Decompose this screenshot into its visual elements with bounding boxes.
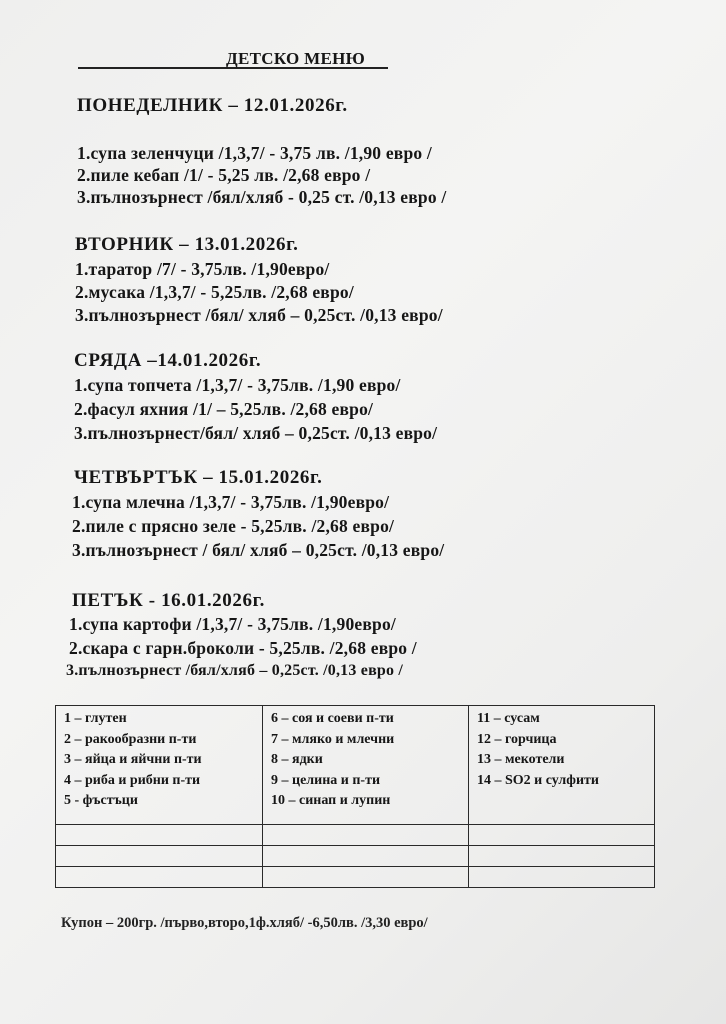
menu-item: 2.пиле с прясно зеле - 5,25лв. /2,68 евро/	[72, 516, 395, 536]
menu-item: 2.фасул яхния /1/ – 5,25лв. /2,68 евро/	[74, 399, 374, 419]
day-heading-wednesday: СРЯДА –14.01.2026г.	[74, 350, 262, 371]
allergen-item: 1 – глутен	[64, 711, 127, 726]
page-title: ДЕТСКО МЕНЮ	[226, 49, 366, 68]
table-cell	[263, 846, 469, 867]
menu-item: 2.скара с гарн.броколи - 5,25лв. /2,68 евро /	[69, 638, 417, 658]
menu-item: 3.пълнозърнест /бял/хляб - 0,25 ст. /0,13 евро /	[77, 187, 447, 207]
table-cell	[469, 825, 655, 846]
table-cell	[263, 867, 469, 888]
day-heading-friday: ПЕТЪК - 16.01.2026г.	[72, 590, 266, 611]
table-row	[56, 825, 655, 846]
table-cell	[56, 846, 263, 867]
allergens-column-1	[56, 706, 263, 825]
day-heading-thursday: ЧЕТВЪРТЪК – 15.01.2026г.	[74, 467, 323, 488]
table-cell	[469, 846, 655, 867]
allergen-item: 8 – ядки	[271, 752, 323, 768]
menu-item: 1.таратор /7/ - 3,75лв. /1,90евро/	[75, 259, 330, 279]
menu-item: 1.супа млечна /1,3,7/ - 3,75лв. /1,90евро/	[72, 492, 390, 512]
allergen-item: 7 – мляко и млечни	[271, 731, 395, 747]
table-row	[56, 846, 655, 867]
allergen-item: 3 – яйца и яйчни п-ти	[64, 752, 202, 768]
menu-item: 3.пълнозърнест / бял/ хляб – 0,25ст. /0,13 евро/	[72, 540, 445, 560]
table-cell	[56, 825, 263, 846]
allergen-item: 2 – ракообразни п-ти	[64, 731, 197, 747]
day-heading-tuesday: ВТОРНИК – 13.01.2026г.	[75, 234, 299, 255]
allergen-item: 6 – соя и соеви п-ти	[271, 711, 394, 726]
allergen-item: 10 – синап и лупин	[271, 793, 391, 809]
allergen-item: 12 – горчица	[477, 731, 557, 747]
menu-item: 2.пиле кебап /1/ - 5,25 лв. /2,68 евро /	[77, 165, 371, 185]
table-row	[56, 867, 655, 888]
menu-item: 1.супа зеленчуци /1,3,7/ - 3,75 лв. /1,90 евро /	[77, 143, 432, 163]
allergen-item: 5 - фъстъци	[64, 793, 138, 809]
coupon-note: Купон – 200гр. /първо,второ,1ф.хляб/ -6,50лв. /3,30 евро/	[61, 915, 428, 931]
menu-item: 3.пълнозърнест/бял/ хляб – 0,25ст. /0,13 евро/	[74, 423, 438, 443]
allergens-column-3	[469, 706, 655, 825]
menu-item: 1.супа топчета /1,3,7/ - 3,75лв. /1,90 евро/	[74, 375, 401, 395]
table-row	[56, 706, 655, 825]
day-heading-monday: ПОНЕДЕЛНИК – 12.01.2026г.	[77, 95, 348, 116]
menu-item: 3.пълнозърнест /бял/ хляб – 0,25ст. /0,13 евро/	[75, 305, 443, 325]
menu-item: 2.мусака /1,3,7/ - 5,25лв. /2,68 евро/	[75, 282, 354, 302]
table-cell	[56, 867, 263, 888]
table-cell	[263, 825, 469, 846]
allergen-item: 11 – сусам	[477, 711, 540, 726]
allergen-item: 14 – SO2 и сулфити	[477, 772, 599, 788]
allergens-column-2	[263, 706, 469, 825]
menu-item: 1.супа картофи /1,3,7/ - 3,75лв. /1,90евро/	[69, 614, 396, 634]
allergen-item: 4 – риба и рибни п-ти	[64, 772, 201, 788]
table-cell	[469, 867, 655, 888]
menu-item: 3.пълнозърнест /бял/хляб – 0,25ст. /0,13 евро /	[66, 662, 404, 679]
allergen-item: 9 – целина и п-ти	[271, 772, 381, 788]
allergen-item: 13 – мекотели	[477, 752, 565, 768]
allergens-table	[55, 705, 655, 888]
